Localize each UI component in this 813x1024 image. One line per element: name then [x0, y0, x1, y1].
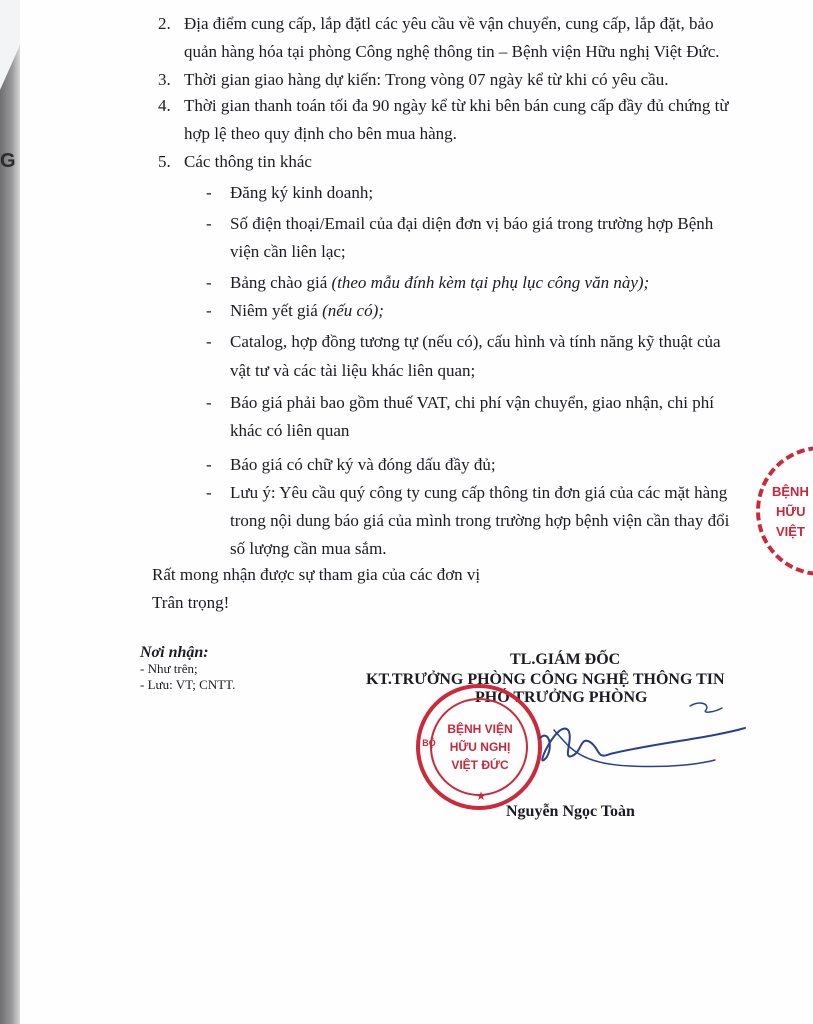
item-text: hợp lệ theo quy định cho bên mua hàng.	[184, 124, 457, 143]
bullet-text: Catalog, hợp đồng tương tự (nếu có), cấu hình và tính năng kỹ thuật của	[230, 332, 721, 351]
bullet-text: số lượng cần mua sắm.	[230, 539, 387, 558]
edge-stamp	[756, 446, 813, 576]
document-page	[20, 0, 813, 1024]
closing-greeting: Trân trọng!	[152, 593, 230, 612]
signer-name: Nguyễn Ngọc Toàn	[506, 803, 635, 820]
stamp-text: HỮU NGHỊ	[449, 740, 511, 754]
signature-title-2: KT.TRƯỞNG PHÒNG CÔNG NGHỆ THÔNG TIN	[366, 671, 725, 688]
item-text: Địa điểm cung cấp, lắp đặtl các yêu cầu về vận chuyển, cung cấp, lắp đặt, bảo	[184, 14, 714, 33]
item-number: 5.	[158, 152, 171, 171]
signature-title-3: PHÓ TRƯỞNG PHÒNG	[475, 689, 648, 706]
item-number: 4.	[158, 96, 171, 115]
bullet-dash: -	[206, 455, 212, 474]
bullet-dash: -	[206, 483, 212, 502]
bullet-text: trong nội dung báo giá của mình trong trường hợp bệnh viện cần thay đổi	[230, 511, 730, 530]
bullet-dash: -	[206, 393, 212, 412]
recipient-item: - Lưu: VT; CNTT.	[140, 677, 236, 692]
bullet-text: Báo giá có chữ ký và đóng dấu đầy đủ;	[230, 455, 496, 474]
stamp-text: BỆNH VIỆN	[447, 722, 513, 736]
bullet-text: viện cần liên lạc;	[230, 242, 346, 261]
bullet-dash: -	[206, 214, 212, 233]
bullet-dash: -	[206, 301, 212, 320]
bullet-text: Số điện thoại/Email của đại diện đơn vị báo giá trong trường hợp Bệnh	[230, 214, 714, 233]
recipient-item: - Như trên;	[140, 661, 198, 676]
item-text: quản hàng hóa tại phòng Công nghệ thông tin – Bệnh viện Hữu nghị Việt Đức.	[184, 42, 720, 61]
bullet-text: khác có liên quan	[230, 421, 350, 440]
item-number: 2.	[158, 14, 171, 33]
stamp-star: ★	[475, 789, 487, 803]
stamp-text: HỮU	[776, 504, 806, 519]
handwritten-signature	[510, 690, 770, 790]
item-text: Thời gian thanh toán tối đa 90 ngày kể từ khi bên bán cung cấp đầy đủ chứng từ	[184, 96, 729, 115]
bullet-dash: -	[206, 332, 212, 351]
stamp-text: VIỆT	[776, 524, 805, 539]
background-letter: G	[0, 150, 16, 172]
bullet-text: Báo giá phải bao gồm thuế VAT, chi phí vận chuyển, giao nhận, chi phí	[230, 393, 714, 412]
bullet-text: Đăng ký kinh doanh;	[230, 183, 374, 202]
bullet-dash: -	[206, 183, 212, 202]
stamp-text: VIỆT ĐỨC	[451, 758, 509, 772]
signature-title-1: TL.GIÁM ĐỐC	[510, 651, 621, 668]
bullet-text	[230, 273, 649, 293]
closing-sentence: Rất mong nhận được sự tham gia của các đơn vị	[152, 565, 481, 584]
item-text: Các thông tin khác	[184, 152, 312, 171]
bullet-text: Lưu ý: Yêu cầu quý công ty cung cấp thông tin đơn giá của các mặt hàng	[230, 483, 728, 502]
bullet-dash: -	[206, 273, 212, 292]
stamp-side-text: BỘ	[422, 738, 436, 748]
bullet-text-part: Niêm yết giá	[230, 301, 323, 320]
item-text: Thời gian giao hàng dự kiến: Trong vòng 07 ngày kể từ khi có yêu cầu.	[184, 70, 669, 89]
bullet-text-part: Bảng chào giá	[230, 273, 332, 292]
item-number: 3.	[158, 70, 171, 89]
bullet-text-italic: (theo mẫu đính kèm tại phụ lục công văn này);	[331, 273, 650, 292]
recipients-heading: Nơi nhận:	[140, 644, 209, 661]
bullet-text: vật tư và các tài liệu khác liên quan;	[230, 361, 476, 380]
bullet-text-italic: (nếu có);	[322, 301, 384, 320]
bullet-text	[230, 301, 384, 321]
stamp-text: BỆNH	[772, 484, 809, 499]
